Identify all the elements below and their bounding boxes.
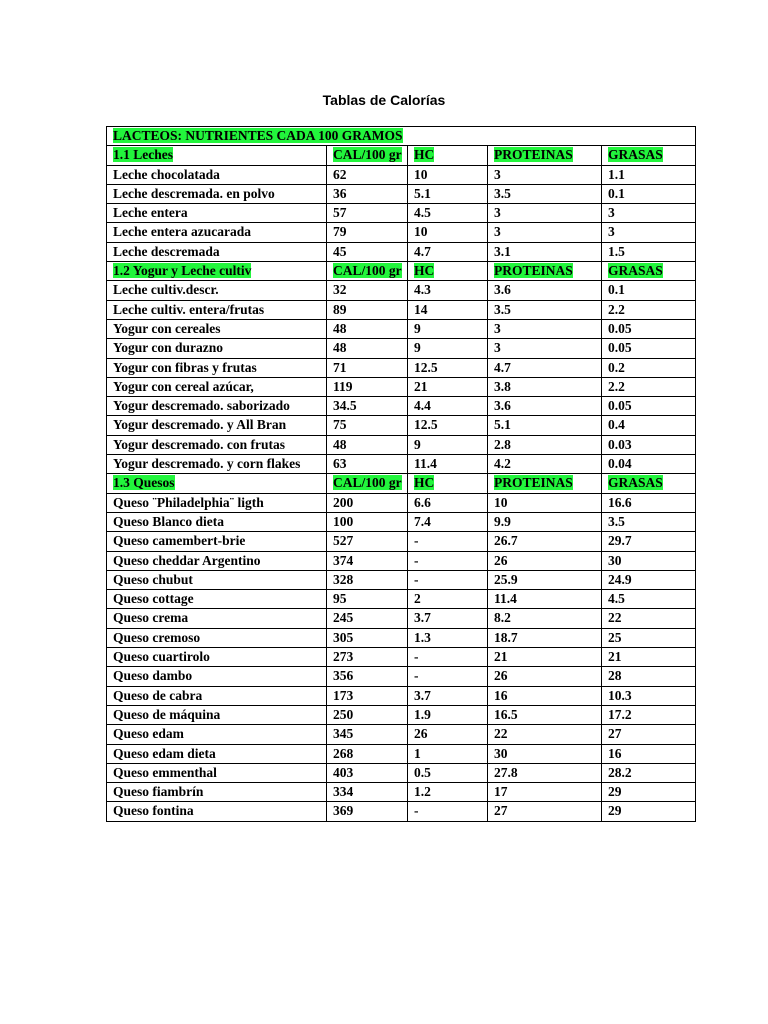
value-cell: 0.05	[602, 339, 696, 358]
value-cell: 5.1	[408, 184, 488, 203]
value-cell: 27	[602, 725, 696, 744]
value-cell: 3.6	[488, 397, 602, 416]
table-row	[107, 667, 696, 686]
value-cell: 0.2	[602, 358, 696, 377]
value-cell: 3	[488, 204, 602, 223]
column-header-cell	[327, 146, 408, 165]
food-name-cell: Leche chocolatada	[107, 165, 327, 184]
value-cell: 29.7	[602, 532, 696, 551]
value-cell: 1.3	[408, 628, 488, 647]
food-name-cell: Queso ¨Philadelphia¨ ligth	[107, 493, 327, 512]
value-cell: 245	[327, 609, 408, 628]
value-cell: 7.4	[408, 512, 488, 531]
value-cell: 6.6	[408, 493, 488, 512]
value-cell: 95	[327, 590, 408, 609]
value-cell: 30	[602, 551, 696, 570]
value-cell: 9	[408, 319, 488, 338]
value-cell: 26	[488, 667, 602, 686]
table-heading-row	[107, 127, 696, 146]
column-header: GRASAS	[608, 263, 663, 279]
column-header-cell	[408, 146, 488, 165]
value-cell: 3.7	[408, 609, 488, 628]
calorie-table	[106, 126, 696, 822]
value-cell: 63	[327, 455, 408, 474]
value-cell: 22	[488, 725, 602, 744]
value-cell: 356	[327, 667, 408, 686]
food-name-cell: Leche descremada	[107, 242, 327, 261]
value-cell: 21	[408, 377, 488, 396]
value-cell: 16	[602, 744, 696, 763]
value-cell: 1.5	[602, 242, 696, 261]
value-cell: 29	[602, 802, 696, 821]
value-cell: 48	[327, 319, 408, 338]
table-row	[107, 397, 696, 416]
table-row	[107, 435, 696, 454]
column-header-cell	[408, 474, 488, 493]
section-name: 1.3 Quesos	[113, 475, 175, 491]
table-heading-cell	[107, 127, 696, 146]
value-cell: 27	[488, 802, 602, 821]
value-cell: 119	[327, 377, 408, 396]
value-cell: 9.9	[488, 512, 602, 531]
table-row	[107, 204, 696, 223]
food-name-cell: Queso Blanco dieta	[107, 512, 327, 531]
food-name-cell: Queso camembert-brie	[107, 532, 327, 551]
value-cell: 3.5	[602, 512, 696, 531]
column-header-cell	[327, 474, 408, 493]
column-header-cell	[602, 474, 696, 493]
column-header: GRASAS	[608, 475, 663, 491]
section-name: 1.2 Yogur y Leche cultiv	[113, 263, 252, 279]
value-cell: 273	[327, 648, 408, 667]
value-cell: 48	[327, 435, 408, 454]
value-cell: 12.5	[408, 358, 488, 377]
food-name-cell: Queso cuartirolo	[107, 648, 327, 667]
value-cell: 1.1	[602, 165, 696, 184]
value-cell: -	[408, 648, 488, 667]
table-row	[107, 648, 696, 667]
value-cell: 403	[327, 763, 408, 782]
value-cell: 345	[327, 725, 408, 744]
value-cell: 2.2	[602, 300, 696, 319]
value-cell: 3.6	[488, 281, 602, 300]
value-cell: 17.2	[602, 705, 696, 724]
value-cell: 18.7	[488, 628, 602, 647]
food-name-cell: Yogur descremado. y corn flakes	[107, 455, 327, 474]
value-cell: 374	[327, 551, 408, 570]
value-cell: 268	[327, 744, 408, 763]
column-header-cell	[602, 146, 696, 165]
value-cell: 48	[327, 339, 408, 358]
value-cell: 4.4	[408, 397, 488, 416]
value-cell: 10	[408, 165, 488, 184]
table-row	[107, 705, 696, 724]
food-name-cell: Queso cheddar Argentino	[107, 551, 327, 570]
page-title: Tablas de Calorías	[322, 92, 446, 108]
value-cell: 12.5	[408, 416, 488, 435]
column-header: PROTEINAS	[494, 147, 573, 163]
value-cell: 25.9	[488, 570, 602, 589]
value-cell: 89	[327, 300, 408, 319]
column-header: PROTEINAS	[494, 475, 573, 491]
food-name-cell: Queso cremoso	[107, 628, 327, 647]
value-cell: 0.05	[602, 319, 696, 338]
value-cell: 26	[408, 725, 488, 744]
value-cell: 10	[408, 223, 488, 242]
value-cell: 328	[327, 570, 408, 589]
column-header: CAL/100 gr	[333, 147, 402, 163]
value-cell: 1.2	[408, 783, 488, 802]
table-row	[107, 570, 696, 589]
table-row	[107, 802, 696, 821]
section-name-cell	[107, 146, 327, 165]
value-cell: 2	[408, 590, 488, 609]
value-cell: 100	[327, 512, 408, 531]
value-cell: 3	[488, 165, 602, 184]
table-row	[107, 165, 696, 184]
value-cell: 527	[327, 532, 408, 551]
value-cell: 11.4	[488, 590, 602, 609]
value-cell: 26.7	[488, 532, 602, 551]
value-cell: 0.04	[602, 455, 696, 474]
value-cell: 369	[327, 802, 408, 821]
food-name-cell: Leche cultiv.descr.	[107, 281, 327, 300]
value-cell: 16.5	[488, 705, 602, 724]
value-cell: 9	[408, 339, 488, 358]
table-row	[107, 628, 696, 647]
value-cell: 4.7	[408, 242, 488, 261]
value-cell: 45	[327, 242, 408, 261]
food-name-cell: Queso cottage	[107, 590, 327, 609]
section-name-cell	[107, 474, 327, 493]
food-name-cell: Leche entera	[107, 204, 327, 223]
value-cell: 17	[488, 783, 602, 802]
value-cell: 75	[327, 416, 408, 435]
value-cell: 10.3	[602, 686, 696, 705]
table-heading: LACTEOS: NUTRIENTES CADA 100 GRAMOS	[113, 128, 403, 143]
food-name-cell: Queso de cabra	[107, 686, 327, 705]
table-row	[107, 763, 696, 782]
column-header: HC	[414, 147, 435, 163]
table-row	[107, 242, 696, 261]
value-cell: 200	[327, 493, 408, 512]
value-cell: 3.7	[408, 686, 488, 705]
value-cell: 0.5	[408, 763, 488, 782]
value-cell: 3	[602, 204, 696, 223]
value-cell: 334	[327, 783, 408, 802]
table-row	[107, 686, 696, 705]
food-name-cell: Yogur descremado. saborizado	[107, 397, 327, 416]
column-header-cell	[602, 262, 696, 281]
column-header-cell	[408, 262, 488, 281]
food-name-cell: Leche entera azucarada	[107, 223, 327, 242]
table-row	[107, 590, 696, 609]
food-name-cell: Yogur con cereal azúcar,	[107, 377, 327, 396]
value-cell: 32	[327, 281, 408, 300]
value-cell: 22	[602, 609, 696, 628]
value-cell: 28.2	[602, 763, 696, 782]
value-cell: 26	[488, 551, 602, 570]
value-cell: 71	[327, 358, 408, 377]
food-name-cell: Leche descremada. en polvo	[107, 184, 327, 203]
value-cell: -	[408, 667, 488, 686]
section-header-row	[107, 474, 696, 493]
value-cell: 27.8	[488, 763, 602, 782]
column-header: HC	[414, 475, 435, 491]
value-cell: 3	[488, 339, 602, 358]
column-header-cell	[327, 262, 408, 281]
table-row	[107, 358, 696, 377]
value-cell: 0.4	[602, 416, 696, 435]
table-row	[107, 339, 696, 358]
column-header-cell	[488, 474, 602, 493]
value-cell: 24.9	[602, 570, 696, 589]
value-cell: 0.1	[602, 281, 696, 300]
value-cell: 3.1	[488, 242, 602, 261]
value-cell: 4.7	[488, 358, 602, 377]
table-row	[107, 377, 696, 396]
value-cell: 3.8	[488, 377, 602, 396]
value-cell: 21	[488, 648, 602, 667]
value-cell: 0.03	[602, 435, 696, 454]
food-name-cell: Queso dambo	[107, 667, 327, 686]
table-row	[107, 532, 696, 551]
value-cell: 0.1	[602, 184, 696, 203]
value-cell: 57	[327, 204, 408, 223]
value-cell: 2.8	[488, 435, 602, 454]
value-cell: 28	[602, 667, 696, 686]
value-cell: 62	[327, 165, 408, 184]
food-name-cell: Yogur descremado. con frutas	[107, 435, 327, 454]
column-header: CAL/100 gr	[333, 263, 402, 279]
table-row	[107, 551, 696, 570]
value-cell: 79	[327, 223, 408, 242]
food-name-cell: Queso emmenthal	[107, 763, 327, 782]
food-name-cell: Queso fiambrín	[107, 783, 327, 802]
value-cell: -	[408, 532, 488, 551]
section-name-cell	[107, 262, 327, 281]
value-cell: 4.5	[602, 590, 696, 609]
table-row	[107, 455, 696, 474]
food-name-cell: Queso edam dieta	[107, 744, 327, 763]
column-header-cell	[488, 146, 602, 165]
value-cell: 5.1	[488, 416, 602, 435]
table-row	[107, 493, 696, 512]
value-cell: 305	[327, 628, 408, 647]
table-row	[107, 319, 696, 338]
food-name-cell: Queso edam	[107, 725, 327, 744]
value-cell: 250	[327, 705, 408, 724]
value-cell: 36	[327, 184, 408, 203]
food-name-cell: Queso fontina	[107, 802, 327, 821]
section-name: 1.1 Leches	[113, 147, 173, 163]
food-name-cell: Yogur con fibras y frutas	[107, 358, 327, 377]
food-name-cell: Yogur descremado. y All Bran	[107, 416, 327, 435]
value-cell: 4.2	[488, 455, 602, 474]
column-header: HC	[414, 263, 435, 279]
column-header: PROTEINAS	[494, 263, 573, 279]
table-row	[107, 725, 696, 744]
value-cell: 3.5	[488, 184, 602, 203]
value-cell: 1	[408, 744, 488, 763]
value-cell: 4.3	[408, 281, 488, 300]
value-cell: 0.05	[602, 397, 696, 416]
food-name-cell: Queso crema	[107, 609, 327, 628]
value-cell: -	[408, 551, 488, 570]
table-row	[107, 281, 696, 300]
value-cell: 14	[408, 300, 488, 319]
value-cell: 4.5	[408, 204, 488, 223]
value-cell: 1.9	[408, 705, 488, 724]
value-cell: 3	[488, 223, 602, 242]
table-row	[107, 184, 696, 203]
value-cell: 16.6	[602, 493, 696, 512]
value-cell: 173	[327, 686, 408, 705]
table-row	[107, 783, 696, 802]
table-row	[107, 512, 696, 531]
food-name-cell: Leche cultiv. entera/frutas	[107, 300, 327, 319]
value-cell: 3	[602, 223, 696, 242]
value-cell: 10	[488, 493, 602, 512]
value-cell: 25	[602, 628, 696, 647]
column-header: GRASAS	[608, 147, 663, 163]
value-cell: 30	[488, 744, 602, 763]
food-name-cell: Queso de máquina	[107, 705, 327, 724]
value-cell: -	[408, 802, 488, 821]
section-header-row	[107, 146, 696, 165]
table-row	[107, 744, 696, 763]
value-cell: 34.5	[327, 397, 408, 416]
table-row	[107, 609, 696, 628]
section-header-row	[107, 262, 696, 281]
table-row	[107, 300, 696, 319]
food-name-cell: Yogur con cereales	[107, 319, 327, 338]
value-cell: 21	[602, 648, 696, 667]
value-cell: 29	[602, 783, 696, 802]
food-name-cell: Queso chubut	[107, 570, 327, 589]
table-row	[107, 416, 696, 435]
food-name-cell: Yogur con durazno	[107, 339, 327, 358]
column-header: CAL/100 gr	[333, 475, 402, 491]
value-cell: 11.4	[408, 455, 488, 474]
value-cell: 8.2	[488, 609, 602, 628]
value-cell: -	[408, 570, 488, 589]
value-cell: 3.5	[488, 300, 602, 319]
value-cell: 3	[488, 319, 602, 338]
column-header-cell	[488, 262, 602, 281]
value-cell: 9	[408, 435, 488, 454]
value-cell: 2.2	[602, 377, 696, 396]
table-row	[107, 223, 696, 242]
value-cell: 16	[488, 686, 602, 705]
